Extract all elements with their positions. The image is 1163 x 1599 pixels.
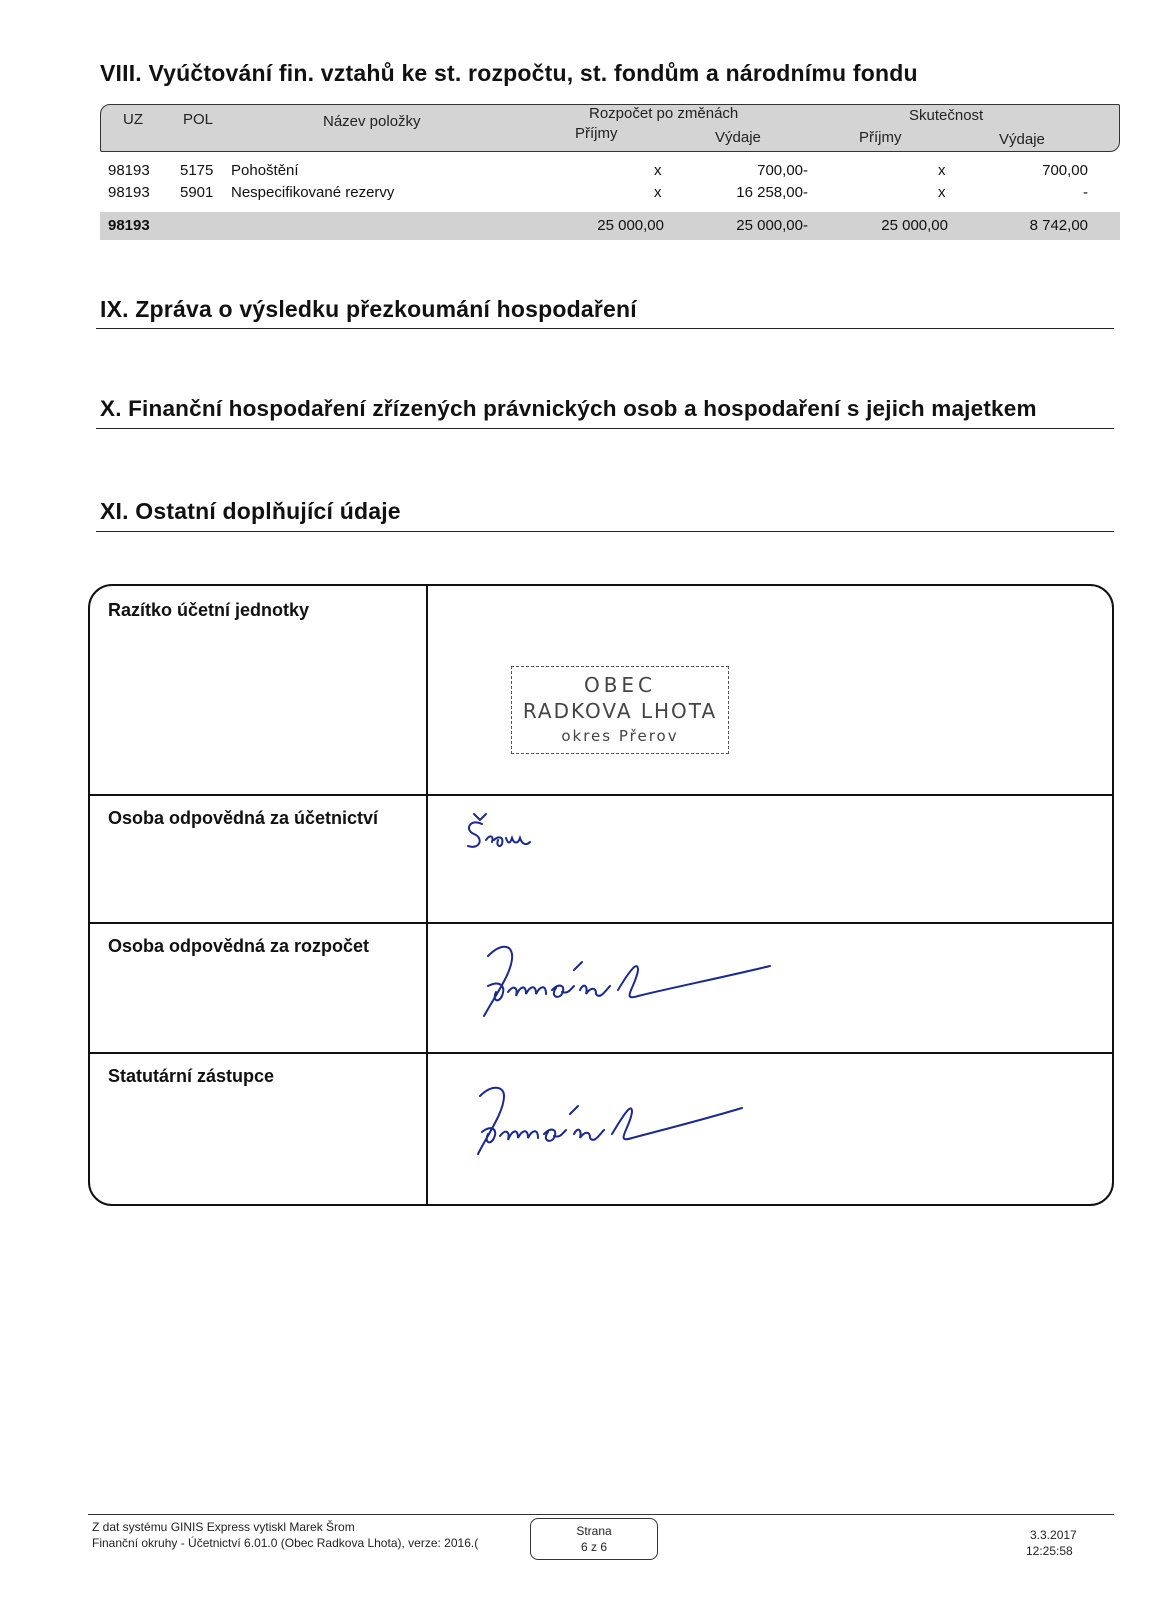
footer-line-2: Finanční okruhy - Účetnictví 6.01.0 (Obec Radkova Lhota), verze: 2016.( <box>92 1536 479 1550</box>
section-xi-title: XI. Ostatní doplňující údaje <box>100 498 401 524</box>
section-ix-rule <box>96 328 1114 329</box>
header-nazev: Název položky <box>323 113 421 130</box>
stamp-line-1: OBEC <box>583 673 657 697</box>
cell-pol: 5175 <box>180 162 214 179</box>
table-row <box>100 184 1120 206</box>
total-s-vydaje: 8 742,00 <box>1029 217 1088 234</box>
page-indicator <box>530 1518 658 1560</box>
cell-s-prijmy: x <box>938 162 946 179</box>
section-x-rule <box>96 428 1114 429</box>
header-prijmy-skutecnost: Příjmy <box>859 129 902 146</box>
section-viii-title: VIII. Vyúčtování fin. vztahů ke st. rozpočtu, st. fondům a národnímu fondu <box>100 60 918 86</box>
total-s-prijmy: 25 000,00 <box>881 217 948 234</box>
section-ix-title: IX. Zpráva o výsledku přezkoumání hospodaření <box>100 296 637 322</box>
total-r-prijmy: 25 000,00 <box>597 217 664 234</box>
cell-r-vydaje: 16 258,00- <box>736 184 808 201</box>
cell-s-vydaje: - <box>1083 184 1088 201</box>
header-pol: POL <box>183 111 214 128</box>
table-total-row <box>100 212 1120 240</box>
footer-rule <box>88 1514 1114 1515</box>
cell-uz: 98193 <box>108 162 150 179</box>
cell-r-prijmy: x <box>654 184 662 201</box>
stamp-line-3: okres Přerov <box>561 727 679 745</box>
section-xi-rule <box>96 531 1114 532</box>
rozpocet-label: Osoba odpovědná za rozpočet <box>108 936 370 956</box>
cell-s-prijmy: x <box>938 184 946 201</box>
header-prijmy-rozpocet: Příjmy <box>575 125 618 142</box>
row-divider <box>90 1052 1112 1054</box>
signature-rozpocet <box>470 930 790 1030</box>
signature-ucetnictvi <box>460 808 540 860</box>
razitko-label: Razítko účetní jednotky <box>108 600 310 620</box>
header-vydaje-skutecnost: Výdaje <box>999 131 1045 148</box>
cell-pol: 5901 <box>180 184 214 201</box>
footer-line-1: Z dat systému GINIS Express vytiskl Marek Šrom <box>92 1520 355 1534</box>
header-skutecnost: Skutečnost <box>909 107 984 124</box>
footer-date: 3.3.2017 <box>1030 1528 1077 1542</box>
statutar-label: Statutární zástupce <box>108 1066 275 1086</box>
signature-statutar <box>462 1074 762 1164</box>
header-uz: UZ <box>123 111 143 128</box>
cell-s-vydaje: 700,00 <box>1042 162 1088 179</box>
header-rozpocet: Rozpočet po změnách <box>589 105 739 122</box>
municipal-stamp <box>511 666 729 754</box>
cell-nazev: Nespecifikované rezervy <box>231 184 395 201</box>
stamp-line-2: RADKOVA LHOTA <box>522 699 718 723</box>
footer-time: 12:25:58 <box>1026 1544 1073 1558</box>
cell-uz: 98193 <box>108 184 150 201</box>
page-value: 6 z 6 <box>580 1540 607 1554</box>
row-divider <box>90 794 1112 796</box>
section-x-title: X. Finanční hospodaření zřízených právnických osob a hospodaření s jejich majetkem <box>100 396 1037 421</box>
row-divider <box>90 922 1112 924</box>
total-r-vydaje: 25 000,00- <box>736 217 808 234</box>
ucetnictvi-label: Osoba odpovědná za účetnictví <box>108 808 379 828</box>
cell-r-vydaje: 700,00- <box>757 162 808 179</box>
total-uz: 98193 <box>108 217 150 234</box>
signature-box-divider <box>426 586 428 1204</box>
header-vydaje-rozpocet: Výdaje <box>715 129 761 146</box>
table-header <box>100 104 1120 152</box>
table-row <box>100 162 1120 184</box>
cell-r-prijmy: x <box>654 162 662 179</box>
cell-nazev: Pohoštění <box>231 162 299 179</box>
page-label: Strana <box>576 1524 612 1538</box>
